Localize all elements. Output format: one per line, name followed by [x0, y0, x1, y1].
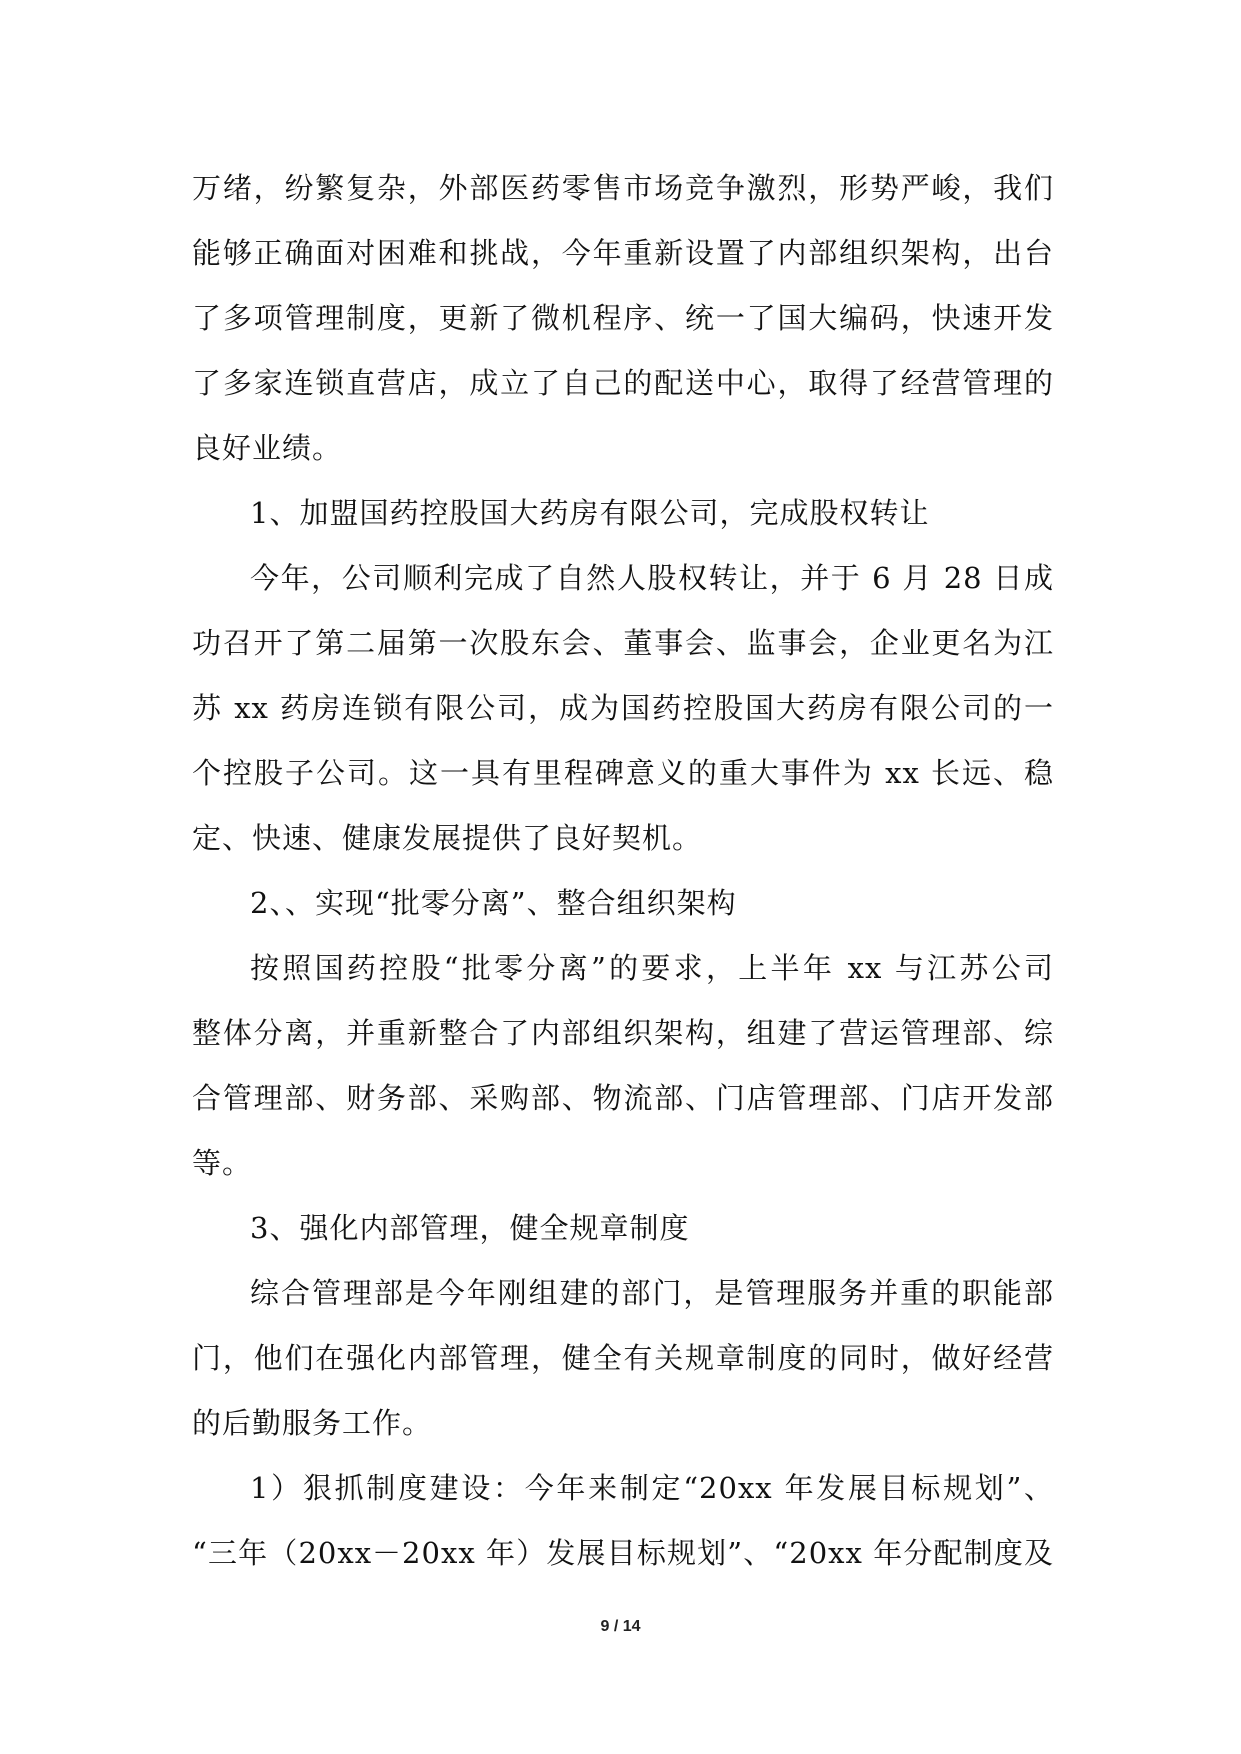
text-line: 定、快速、健康发展提供了良好契机。: [192, 821, 703, 855]
text-line: 能够正确面对困难和挑战，今年重新设置了内部组织架构，出台: [192, 236, 1054, 270]
text-line: “三年（20xx－20xx 年）发展目标规划”、“20xx 年分配制度及: [192, 1536, 1054, 1570]
section-heading-3: [192, 1196, 1054, 1261]
text-line: 综合管理部是今年刚组建的部门，是管理服务并重的职能部: [250, 1276, 1054, 1310]
paragraph-continuation: [192, 156, 1054, 481]
paragraph-reorganization: [192, 936, 1054, 1196]
text-line: 门，他们在强化内部管理，健全有关规章制度的同时，做好经营: [192, 1341, 1054, 1375]
section-heading-2: [192, 871, 1054, 936]
paragraph-system-building: [192, 1456, 1054, 1586]
page-number: 9 / 14: [600, 1618, 641, 1635]
text-line: 了多项管理制度，更新了微机程序、统一了国大编码，快速开发: [192, 301, 1054, 335]
text-line: 功召开了第二届第一次股东会、董事会、监事会，企业更名为江: [192, 626, 1054, 660]
text-line: 今年，公司顺利完成了自然人股权转让，并于 6 月 28 日成: [250, 561, 1054, 595]
section-heading-1: [192, 481, 1054, 546]
text-line: 合管理部、财务部、采购部、物流部、门店管理部、门店开发部: [192, 1081, 1054, 1115]
heading-line: 3、强化内部管理，健全规章制度: [250, 1211, 690, 1245]
text-line: 个控股子公司。这一具有里程碑意义的重大事件为 xx 长远、稳: [192, 756, 1054, 790]
heading-line: 2、、实现“批零分离”、整合组织架构: [250, 886, 737, 920]
text-line: 苏 xx 药房连锁有限公司，成为国药控股国大药房有限公司的一: [192, 691, 1054, 725]
text-line: 整体分离，并重新整合了内部组织架构，组建了营运管理部、综: [192, 1016, 1054, 1050]
text-line: 的后勤服务工作。: [192, 1406, 433, 1440]
text-line: 等。: [192, 1146, 253, 1180]
heading-line: 1、加盟国药控股国大药房有限公司，完成股权转让: [250, 496, 930, 530]
text-line: 良好业绩。: [192, 431, 343, 465]
text-line: 了多家连锁直营店，成立了自己的配送中心，取得了经营管理的: [192, 366, 1054, 400]
paragraph-management-dept: [192, 1261, 1054, 1456]
text-line: 1）狠抓制度建设：今年来制定“20xx 年发展目标规划”、: [250, 1471, 1054, 1505]
paragraph-share-transfer: [192, 546, 1054, 871]
text-line: 按照国药控股“批零分离”的要求，上半年 xx 与江苏公司: [250, 951, 1054, 985]
body-text: [192, 156, 1054, 1586]
text-line: 万绪，纷繁复杂，外部医药零售市场竞争激烈，形势严峻，我们: [192, 171, 1054, 205]
